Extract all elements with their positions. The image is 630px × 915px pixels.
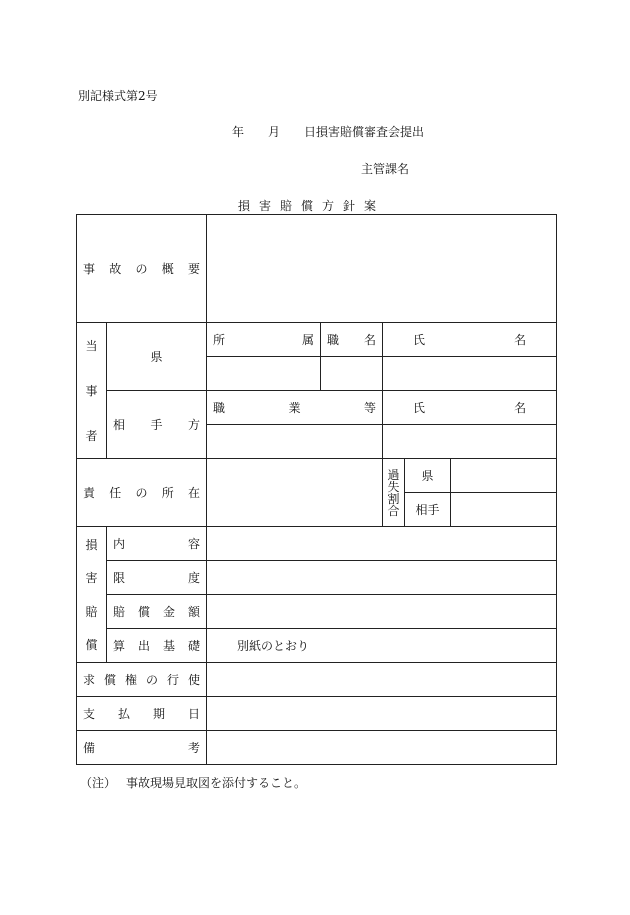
payment-date-text: 支 払 期 日 (83, 707, 201, 721)
ratio-other-cell[interactable] (451, 493, 557, 527)
occupation-cell[interactable] (207, 425, 383, 459)
accident-summary-text: 事 故 の 概 要 (83, 262, 201, 276)
amount-label (107, 595, 207, 629)
ratio-other-label: 相手 (405, 493, 451, 527)
negligence-ratio-text: 過 失 割 合 (387, 467, 400, 518)
basis-text: 算 出 基 礎 (113, 639, 201, 653)
remarks-cell[interactable] (207, 731, 557, 765)
responsibility-cell[interactable] (207, 459, 383, 527)
footnote (80, 774, 306, 791)
amount-text: 賠 償 金 額 (113, 605, 201, 619)
department-label: 主管課名 (361, 162, 410, 176)
remarks-label (77, 731, 207, 765)
payment-date-label (77, 697, 207, 731)
content-label (107, 527, 207, 561)
basis-label (107, 629, 207, 663)
negligence-ratio-label (383, 459, 405, 527)
other-name-header (383, 391, 557, 425)
accident-summary-label (77, 215, 207, 323)
form-reference: 別記様式第2号 (78, 89, 158, 103)
prefecture-party-label: 県 (107, 323, 207, 391)
submission-text: 日損害賠償審査会提出 (304, 125, 425, 139)
affiliation-header (207, 323, 321, 357)
accident-summary-cell[interactable] (207, 215, 557, 323)
damages-label (77, 527, 107, 663)
document-title: 損害賠償方針案 (238, 199, 386, 213)
position-header (321, 323, 383, 357)
ratio-prefecture-cell[interactable] (451, 459, 557, 493)
recourse-label (77, 663, 207, 697)
responsibility-label (77, 459, 207, 527)
payment-date-cell[interactable] (207, 697, 557, 731)
footnote-text: 事故現場見取図を添付すること。 (126, 776, 307, 790)
ratio-prefecture-label: 県 (405, 459, 451, 493)
recourse-text: 求 償 権 の 行 使 (83, 673, 201, 687)
parties-text: 当 事 者 (85, 339, 98, 443)
limit-text: 限 度 (113, 571, 201, 585)
amount-cell[interactable] (207, 595, 557, 629)
position-cell[interactable] (321, 357, 383, 391)
other-name-text: 氏 名 (413, 401, 527, 415)
affiliation-cell[interactable] (207, 357, 321, 391)
name-cell[interactable] (383, 357, 557, 391)
occupation-header (207, 391, 383, 425)
affiliation-text: 所 属 (213, 333, 315, 347)
damages-text: 損 害 賠 償 (85, 537, 98, 653)
other-party-text: 相 手 方 (113, 418, 201, 432)
name-header (383, 323, 557, 357)
parties-label (77, 323, 107, 459)
remarks-text: 備 考 (83, 741, 201, 755)
year-label: 年 (232, 125, 245, 139)
damage-compensation-form (76, 214, 557, 765)
responsibility-text: 責 任 の 所 在 (83, 486, 201, 500)
occupation-text: 職 業 等 (213, 401, 376, 415)
basis-value: 別紙のとおり (207, 629, 557, 663)
limit-label (107, 561, 207, 595)
submission-line (232, 123, 424, 140)
other-party-label (107, 391, 207, 459)
name-text: 氏 名 (413, 333, 527, 347)
content-text: 内 容 (113, 537, 201, 551)
recourse-cell[interactable] (207, 663, 557, 697)
content-cell[interactable] (207, 527, 557, 561)
position-text: 職 名 (327, 333, 377, 347)
month-label: 月 (268, 125, 281, 139)
footnote-prefix: （注） (80, 776, 117, 790)
limit-cell[interactable] (207, 561, 557, 595)
other-name-cell[interactable] (383, 425, 557, 459)
